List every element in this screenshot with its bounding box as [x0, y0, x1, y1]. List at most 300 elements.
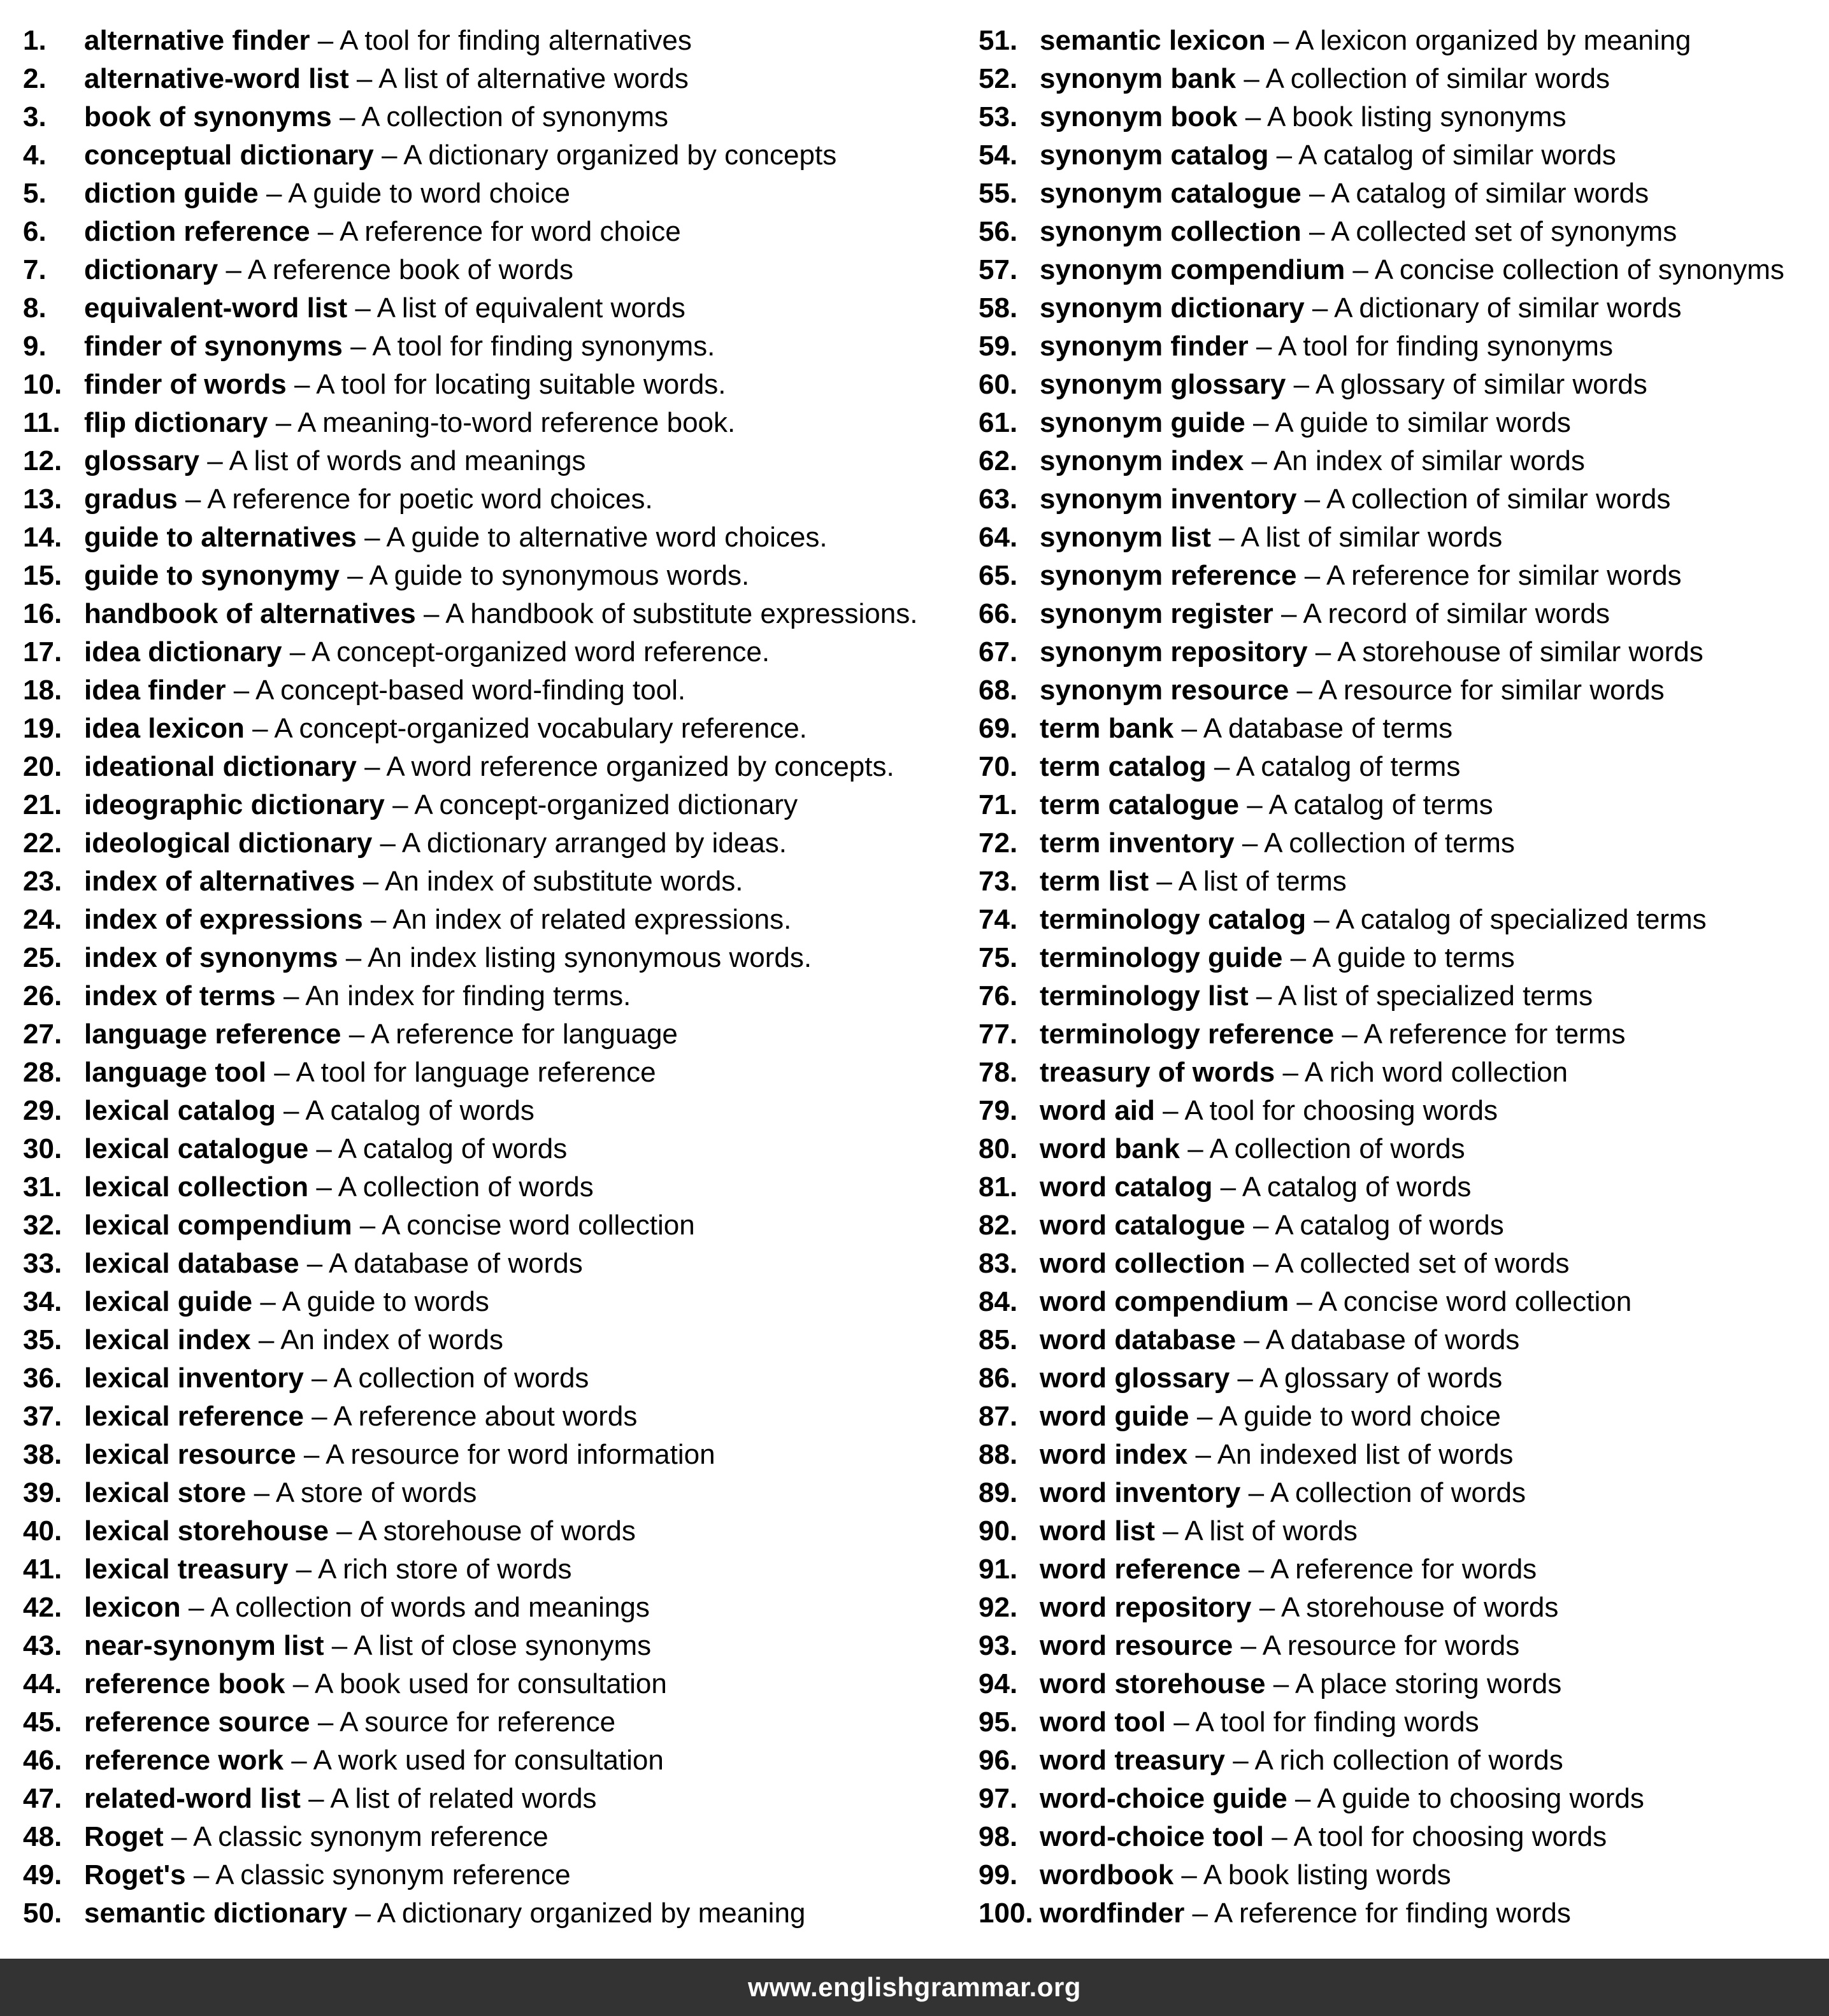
item-term: guide to synonymy [84, 560, 340, 591]
item-number: 99. [979, 1859, 1018, 1891]
item-term: diction guide [84, 178, 259, 209]
list-item [979, 1359, 1819, 1398]
item-separator: – [1237, 101, 1267, 132]
item-number: 57. [979, 254, 1018, 285]
item-definition: A collection of words [338, 1171, 594, 1203]
item-term: synonym bank [1040, 63, 1237, 94]
item-number: 28. [23, 1057, 62, 1088]
item-definition: A dictionary organized by concepts [403, 139, 837, 171]
item-number: 71. [979, 789, 1018, 820]
list-item [23, 518, 959, 557]
list-item [23, 1245, 959, 1283]
item-number: 5. [23, 178, 47, 209]
item-number: 19. [23, 713, 62, 744]
item-definition: A storehouse of words [1281, 1592, 1559, 1623]
list-item [979, 327, 1819, 366]
item-definition: A classic synonym reference [215, 1859, 571, 1891]
item-term: flip dictionary [84, 407, 268, 438]
list-item [979, 1092, 1819, 1130]
item-separator: – [275, 1095, 306, 1126]
item-number: 9. [23, 331, 47, 362]
list-item [979, 1780, 1819, 1818]
item-definition: A collection of words and meanings [210, 1592, 650, 1623]
list-item [979, 1512, 1819, 1550]
item-term: conceptual dictionary [84, 139, 374, 171]
item-number: 90. [979, 1515, 1018, 1547]
item-number: 100. [979, 1898, 1033, 1929]
item-separator: – [1234, 827, 1265, 859]
item-term: synonym list [1040, 522, 1211, 553]
item-term: reference source [84, 1706, 310, 1738]
item-definition: A catalog of terms [1268, 789, 1493, 820]
item-definition: A work used for consultation [313, 1745, 664, 1776]
list-item [23, 1818, 959, 1856]
item-term: guide to alternatives [84, 522, 357, 553]
item-number: 62. [979, 445, 1018, 476]
item-separator: – [300, 1783, 331, 1814]
item-term: term catalog [1040, 751, 1207, 782]
item-number: 60. [979, 369, 1018, 400]
item-definition: A guide to word choice [1219, 1401, 1501, 1432]
item-number: 67. [979, 636, 1018, 668]
item-term: index of synonyms [84, 942, 338, 973]
item-definition: A list of equivalent words [377, 292, 685, 324]
item-separator: – [355, 866, 385, 897]
item-term: lexical compendium [84, 1210, 352, 1241]
item-term: word resource [1040, 1630, 1233, 1661]
item-separator: – [339, 560, 369, 591]
list-item [979, 1703, 1819, 1741]
item-term: lexical database [84, 1248, 299, 1279]
item-separator: – [177, 483, 208, 515]
item-separator: – [1306, 904, 1336, 935]
item-separator: – [1238, 789, 1269, 820]
item-separator: – [1296, 483, 1326, 515]
item-separator: – [1154, 1515, 1185, 1547]
list-item [979, 404, 1819, 442]
item-number: 63. [979, 483, 1018, 515]
item-definition: A reference book of words [247, 254, 573, 285]
item-term: term list [1040, 866, 1149, 897]
item-definition: A concept-organized vocabulary reference. [274, 713, 807, 744]
item-definition: A book used for consultation [314, 1668, 667, 1699]
item-definition: A guide to choosing words [1317, 1783, 1644, 1814]
list-item [23, 442, 959, 480]
item-separator: – [1212, 1171, 1242, 1203]
item-number: 88. [979, 1439, 1018, 1470]
item-number: 33. [23, 1248, 62, 1279]
item-definition: A guide to words [282, 1286, 489, 1317]
item-separator: – [303, 1362, 334, 1394]
item-separator: – [1334, 1019, 1364, 1050]
item-definition: A record of similar words [1303, 598, 1610, 629]
item-definition: A catalog of words [338, 1133, 568, 1164]
item-term: word treasury [1040, 1745, 1225, 1776]
item-definition: A catalog of words [1275, 1210, 1504, 1241]
item-number: 1. [23, 25, 47, 56]
item-term: language reference [84, 1019, 341, 1050]
item-term: word collection [1040, 1248, 1245, 1279]
item-term: lexical reference [84, 1401, 304, 1432]
list-item [23, 862, 959, 901]
item-number: 77. [979, 1019, 1018, 1050]
list-item [23, 824, 959, 862]
item-definition: A list of related words [330, 1783, 597, 1814]
item-number: 7. [23, 254, 47, 285]
item-term: semantic lexicon [1040, 25, 1266, 56]
item-separator: – [268, 407, 298, 438]
item-definition: A concept-based word-finding tool. [255, 675, 686, 706]
item-number: 38. [23, 1439, 62, 1470]
item-number: 39. [23, 1477, 62, 1508]
item-term: lexical treasury [84, 1554, 289, 1585]
item-separator: – [310, 1706, 340, 1738]
item-number: 4. [23, 139, 47, 171]
item-term: dictionary [84, 254, 219, 285]
item-separator: – [1245, 1248, 1275, 1279]
item-term: word list [1040, 1515, 1155, 1547]
item-term: synonym catalogue [1040, 178, 1302, 209]
item-definition: A catalog of specialized terms [1335, 904, 1707, 935]
item-separator: – [1275, 1057, 1305, 1088]
item-definition: A guide to synonymous words. [369, 560, 750, 591]
item-separator: – [275, 980, 306, 1012]
item-definition: A reference for finding words [1214, 1898, 1571, 1929]
item-term: word repository [1040, 1592, 1252, 1623]
item-term: index of alternatives [84, 866, 355, 897]
item-separator: – [226, 675, 255, 706]
list-item [979, 98, 1819, 136]
list-item [23, 1589, 959, 1627]
list-item [979, 1130, 1819, 1168]
item-number: 25. [23, 942, 62, 973]
item-separator: – [1230, 1362, 1259, 1394]
item-number: 31. [23, 1171, 62, 1203]
item-definition: A collected set of synonyms [1331, 216, 1677, 247]
item-number: 34. [23, 1286, 62, 1317]
list-item [23, 1741, 959, 1780]
item-definition: A list of similar words [1240, 522, 1503, 553]
list-item [23, 327, 959, 366]
list-item [23, 939, 959, 977]
item-number: 65. [979, 560, 1018, 591]
item-number: 55. [979, 178, 1018, 209]
list-item [979, 251, 1819, 289]
item-number: 13. [23, 483, 62, 515]
item-term: synonym reference [1040, 560, 1297, 591]
item-term: lexical inventory [84, 1362, 304, 1394]
item-number: 45. [23, 1706, 62, 1738]
item-definition: A book listing synonyms [1267, 101, 1567, 132]
item-separator: – [1173, 1859, 1203, 1891]
item-definition: A storehouse of words [358, 1515, 636, 1547]
item-term: term inventory [1040, 827, 1235, 859]
item-term: near-synonym list [84, 1630, 324, 1661]
item-number: 73. [979, 866, 1018, 897]
item-term: word tool [1040, 1706, 1166, 1738]
list-item [979, 824, 1819, 862]
item-definition: A tool for choosing words [1293, 1821, 1607, 1852]
item-definition: A book listing words [1203, 1859, 1451, 1891]
item-definition: A guide to similar words [1275, 407, 1571, 438]
item-definition: A resource for similar words [1318, 675, 1665, 706]
item-separator: – [1289, 1286, 1319, 1317]
item-definition: An indexed list of words [1217, 1439, 1514, 1470]
item-separator: – [288, 1554, 318, 1585]
item-separator: – [1240, 1554, 1270, 1585]
item-number: 74. [979, 904, 1018, 935]
item-definition: A tool for finding alternatives [340, 25, 692, 56]
list-item [23, 1054, 959, 1092]
item-number: 56. [979, 216, 1018, 247]
list-item [23, 22, 959, 60]
item-definition: A guide to alternative word choices. [386, 522, 828, 553]
item-number: 69. [979, 713, 1018, 744]
list-item [979, 557, 1819, 595]
item-separator: – [1165, 1706, 1196, 1738]
list-item [23, 595, 959, 633]
item-term: Roget [84, 1821, 164, 1852]
list-item [23, 1130, 959, 1168]
item-separator: – [1189, 1401, 1219, 1432]
item-number: 58. [979, 292, 1018, 324]
item-separator: – [347, 292, 377, 324]
item-definition: A catalog of words [1242, 1171, 1472, 1203]
item-term: lexical collection [84, 1171, 309, 1203]
item-definition: A source for reference [340, 1706, 616, 1738]
list-item [979, 1741, 1819, 1780]
item-term: synonym glossary [1040, 369, 1286, 400]
item-number: 46. [23, 1745, 62, 1776]
list-item [979, 1245, 1819, 1283]
item-term: wordbook [1040, 1859, 1174, 1891]
item-term: synonym collection [1040, 216, 1302, 247]
item-term: wordfinder [1040, 1898, 1185, 1929]
item-definition: A guide to terms [1312, 942, 1515, 973]
item-definition: A concise word collection [382, 1210, 695, 1241]
item-separator: – [384, 789, 415, 820]
item-separator: – [1233, 1630, 1263, 1661]
item-definition: A reference about words [333, 1401, 638, 1432]
item-term: word inventory [1040, 1477, 1241, 1508]
item-separator: – [199, 445, 229, 476]
item-number: 32. [23, 1210, 62, 1241]
item-separator: – [1287, 1783, 1317, 1814]
list-item [23, 60, 959, 98]
item-term: term catalogue [1040, 789, 1239, 820]
item-term: synonym register [1040, 598, 1273, 629]
list-item [23, 480, 959, 518]
item-number: 80. [979, 1133, 1018, 1164]
item-definition: A resource for words [1262, 1630, 1520, 1661]
item-separator: – [250, 1324, 281, 1355]
item-term: synonym compendium [1040, 254, 1345, 285]
item-definition: A list of terms [1178, 866, 1347, 897]
item-number: 37. [23, 1401, 62, 1432]
item-separator: – [328, 1515, 359, 1547]
item-term: synonym repository [1040, 636, 1308, 668]
item-number: 85. [979, 1324, 1018, 1355]
item-term: word guide [1040, 1401, 1189, 1432]
list-item [23, 786, 959, 824]
item-term: related-word list [84, 1783, 301, 1814]
item-definition: A meaning-to-word reference book. [297, 407, 736, 438]
item-definition: A place storing words [1295, 1668, 1562, 1699]
item-number: 93. [979, 1630, 1018, 1661]
item-definition: A list of specialized terms [1278, 980, 1593, 1012]
item-number: 26. [23, 980, 62, 1012]
list-item [979, 633, 1819, 671]
list-item [23, 136, 959, 175]
item-number: 40. [23, 1515, 62, 1547]
item-number: 70. [979, 751, 1018, 782]
item-separator: – [415, 598, 446, 629]
item-separator: – [1149, 866, 1179, 897]
item-number: 12. [23, 445, 62, 476]
item-term: synonym book [1040, 101, 1238, 132]
item-separator: – [1304, 292, 1335, 324]
item-term: finder of words [84, 369, 287, 400]
item-number: 20. [23, 751, 62, 782]
item-separator: – [1301, 178, 1331, 209]
list-item [979, 1818, 1819, 1856]
item-definition: A list of alternative words [378, 63, 689, 94]
list-item [23, 175, 959, 213]
list-item [23, 1359, 959, 1398]
item-definition: A tool for finding words [1195, 1706, 1479, 1738]
item-term: glossary [84, 445, 199, 476]
item-number: 10. [23, 369, 62, 400]
list-item [23, 1780, 959, 1818]
item-term: synonym inventory [1040, 483, 1297, 515]
item-term: ideational dictionary [84, 751, 357, 782]
list-item [23, 1398, 959, 1436]
list-item [23, 1665, 959, 1703]
list-item [979, 1474, 1819, 1512]
item-definition: A catalog of words [305, 1095, 534, 1126]
list-item [23, 366, 959, 404]
item-definition: A resource for word information [326, 1439, 715, 1470]
item-separator: – [324, 1630, 354, 1661]
item-definition: A reference for terms [1363, 1019, 1626, 1050]
list-item [979, 213, 1819, 251]
item-number: 68. [979, 675, 1018, 706]
item-definition: A tool for finding synonyms [1278, 331, 1613, 362]
item-separator: – [1273, 598, 1303, 629]
item-number: 27. [23, 1019, 62, 1050]
item-separator: – [1265, 25, 1296, 56]
item-separator: – [1248, 331, 1279, 362]
list-item [979, 1054, 1819, 1092]
item-number: 75. [979, 942, 1018, 973]
item-separator: – [252, 1286, 282, 1317]
item-term: terminology catalog [1040, 904, 1307, 935]
item-separator: – [1236, 1324, 1266, 1355]
item-number: 17. [23, 636, 62, 668]
item-definition: An index of similar words [1273, 445, 1585, 476]
item-number: 30. [23, 1133, 62, 1164]
item-definition: A lexicon organized by meaning [1295, 25, 1691, 56]
item-separator: – [299, 1248, 329, 1279]
item-definition: A tool for locating suitable words. [316, 369, 726, 400]
list-item [979, 22, 1819, 60]
item-definition: A reference for language [371, 1019, 678, 1050]
footer-url[interactable]: www.englishgrammar.org [748, 1972, 1081, 2002]
list-item [23, 404, 959, 442]
item-number: 50. [23, 1898, 62, 1929]
item-separator: – [1210, 522, 1241, 553]
item-number: 86. [979, 1362, 1018, 1394]
item-definition: A concise word collection [1318, 1286, 1632, 1317]
item-definition: A reference for words [1270, 1554, 1537, 1585]
item-separator: – [310, 25, 340, 56]
item-term: lexical catalogue [84, 1133, 309, 1164]
item-separator: – [1286, 369, 1316, 400]
item-number: 52. [979, 63, 1018, 94]
item-number: 47. [23, 1783, 62, 1814]
list-item [979, 1398, 1819, 1436]
list-item [23, 213, 959, 251]
item-number: 48. [23, 1821, 62, 1852]
item-separator: – [1248, 980, 1279, 1012]
list-item [979, 786, 1819, 824]
item-separator: – [246, 1477, 276, 1508]
item-separator: – [372, 827, 402, 859]
item-number: 64. [979, 522, 1018, 553]
item-number: 84. [979, 1286, 1018, 1317]
item-definition: A collection of words [1209, 1133, 1465, 1164]
item-term: word catalogue [1040, 1210, 1245, 1241]
item-definition: An index for finding terms. [305, 980, 631, 1012]
item-separator: – [244, 713, 275, 744]
item-term: word storehouse [1040, 1668, 1266, 1699]
item-separator: – [1240, 1477, 1270, 1508]
item-term: semantic dictionary [84, 1898, 348, 1929]
list-item [23, 251, 959, 289]
item-term: book of synonyms [84, 101, 332, 132]
list-item [979, 289, 1819, 327]
item-separator: – [308, 1171, 338, 1203]
item-number: 98. [979, 1821, 1018, 1852]
item-number: 97. [979, 1783, 1018, 1814]
list-item [23, 289, 959, 327]
list-item [979, 1665, 1819, 1703]
item-term: terminology guide [1040, 942, 1283, 973]
item-separator: – [266, 1057, 296, 1088]
item-number: 41. [23, 1554, 62, 1585]
item-number: 95. [979, 1706, 1018, 1738]
item-definition: A list of words and meanings [229, 445, 586, 476]
list-item [979, 748, 1819, 786]
item-number: 24. [23, 904, 62, 935]
item-number: 15. [23, 560, 62, 591]
item-separator: – [362, 904, 393, 935]
item-definition: A catalog of similar words [1331, 178, 1649, 209]
list-item [979, 1589, 1819, 1627]
item-separator: – [342, 331, 373, 362]
list-item [979, 901, 1819, 939]
item-definition: A tool for choosing words [1184, 1095, 1498, 1126]
item-separator: – [1244, 445, 1273, 476]
item-separator: – [180, 1592, 211, 1623]
item-separator: – [1345, 254, 1375, 285]
item-definition: A database of terms [1203, 713, 1453, 744]
item-separator: – [1187, 1439, 1217, 1470]
item-separator: – [338, 942, 368, 973]
list-item [979, 1894, 1819, 1933]
item-term: word index [1040, 1439, 1188, 1470]
list-item [23, 1206, 959, 1245]
